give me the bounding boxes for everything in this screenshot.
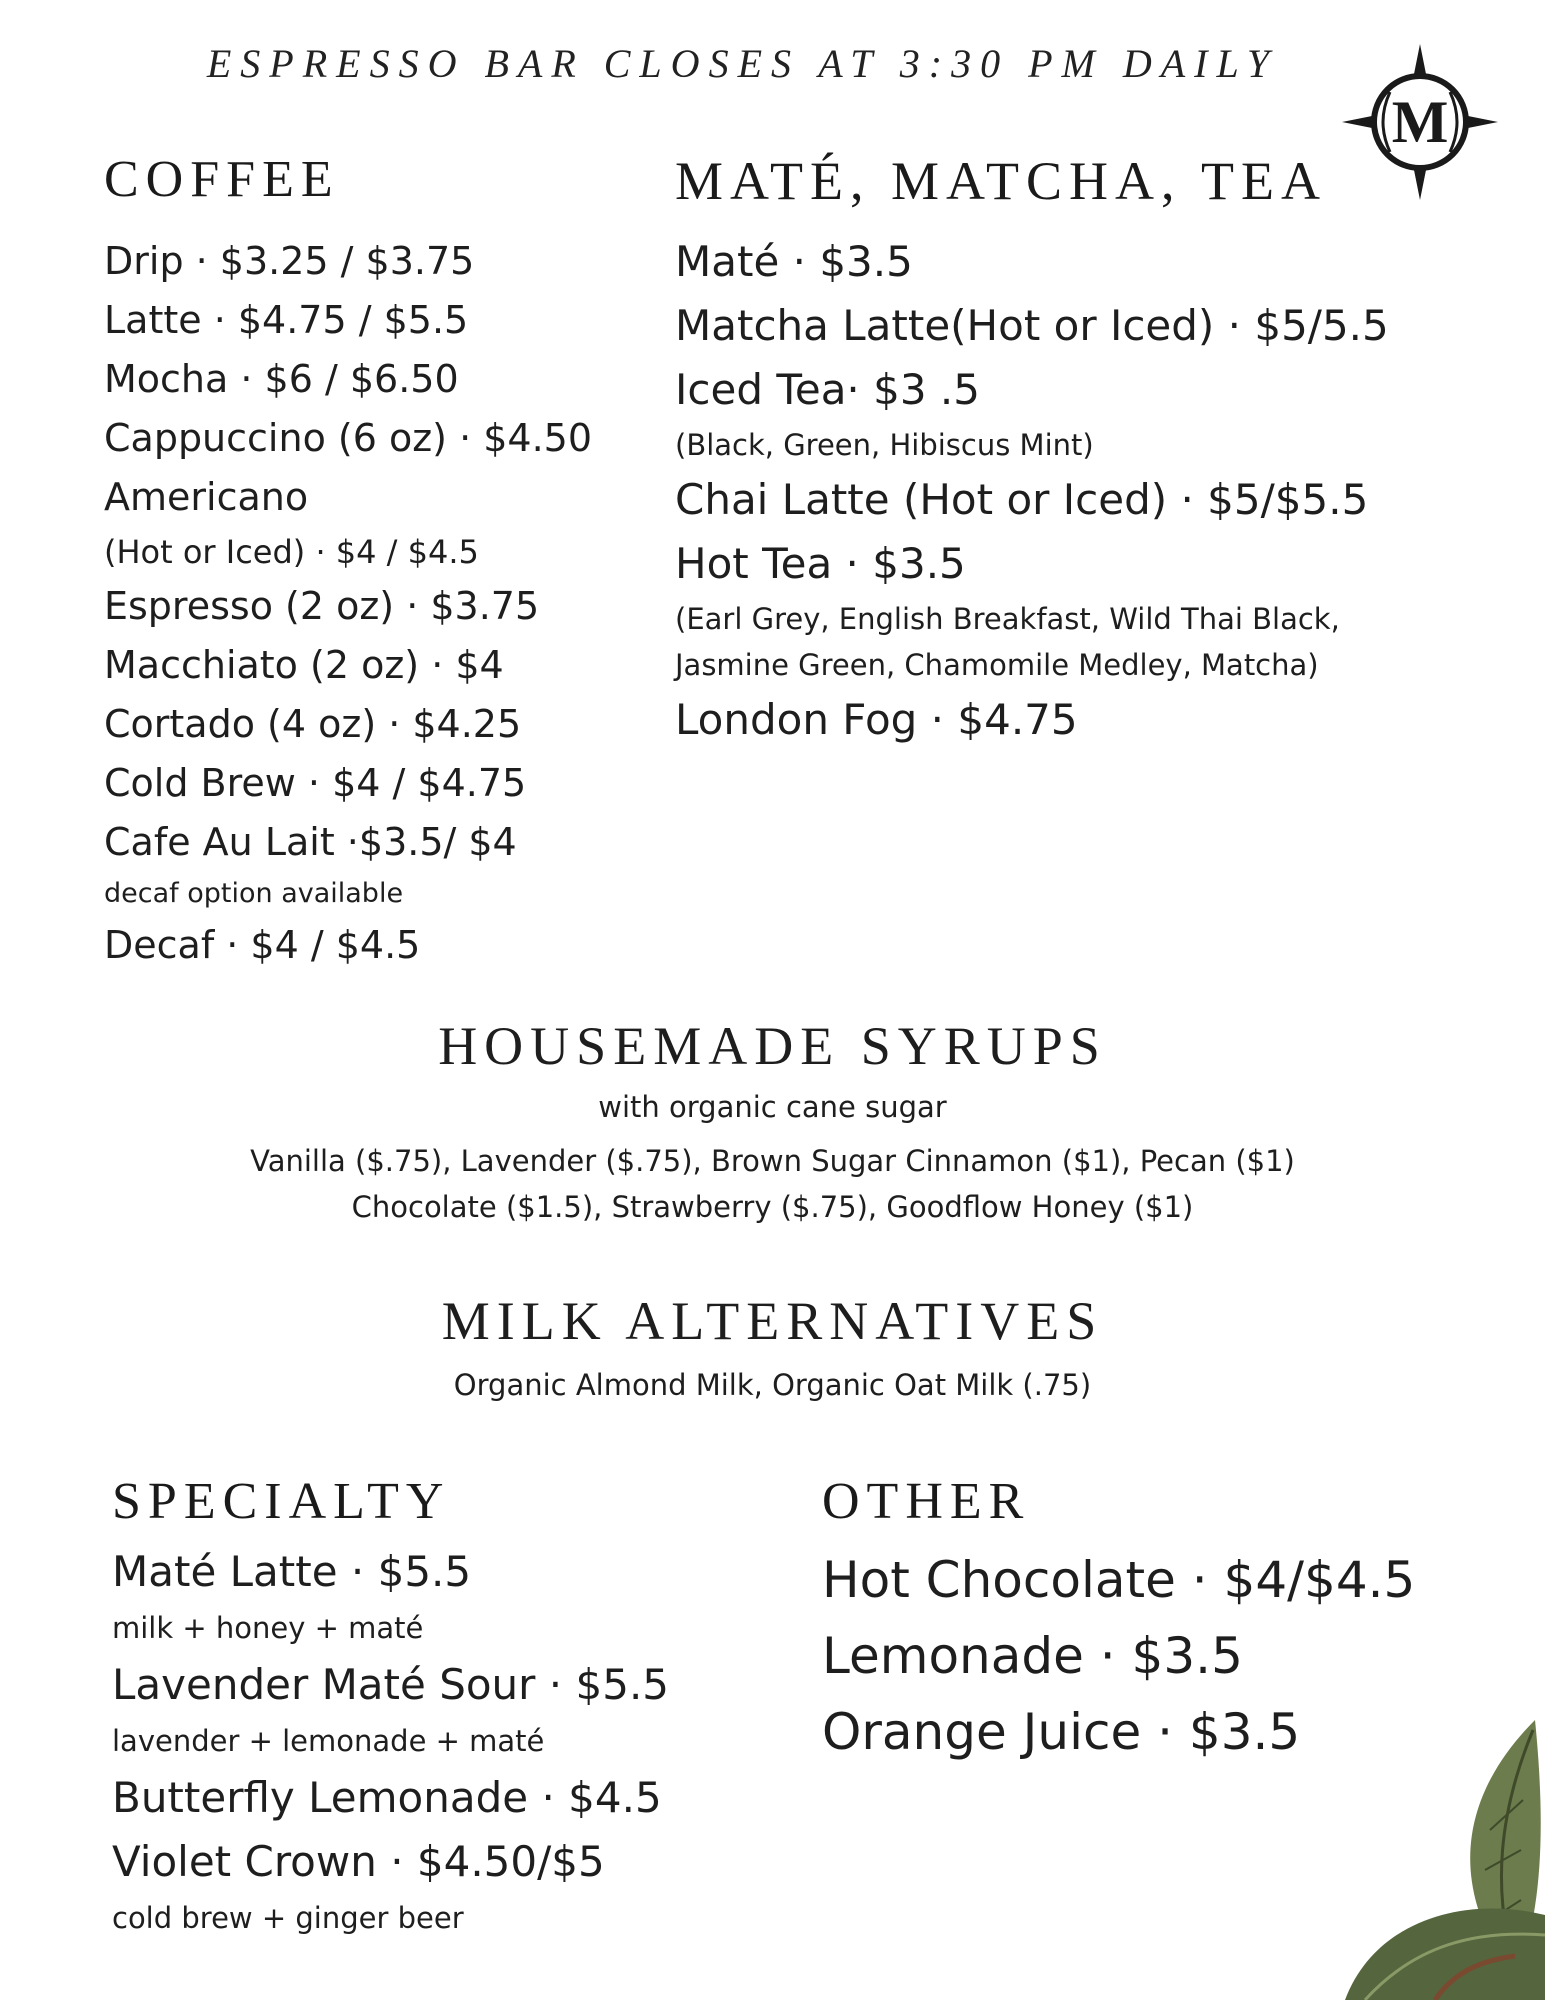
tea-item: Iced Tea· $3 .5 (675, 365, 980, 414)
coffee-item-note: decaf option available (104, 878, 404, 909)
coffee-item: Macchiato (2 oz) · $4 (104, 643, 504, 687)
milk-line: Organic Almond Milk, Organic Oat Milk (.75) (453, 1368, 1092, 1402)
syrups-line-2: Chocolate ($1.5), Strawberry ($.75), Goodflow Honey ($1) (351, 1190, 1194, 1224)
logo-letter: M (1391, 89, 1449, 155)
coffee-item: Americano (104, 475, 309, 519)
tea-item: Chai Latte (Hot or Iced) · $5/$5.5 (675, 475, 1369, 524)
coffee-item: Cortado (4 oz) · $4.25 (104, 702, 522, 746)
milk-heading: MILK ALTERNATIVES (441, 1291, 1104, 1351)
specialty-item-note: cold brew + ginger beer (112, 1901, 464, 1935)
coffee-item: Drip · $3.25 / $3.75 (104, 239, 475, 283)
tea-item-note: (Black, Green, Hibiscus Mint) (675, 428, 1094, 462)
syrups-heading: HOUSEMADE SYRUPS (438, 1016, 1107, 1076)
coffee-heading: COFFEE (104, 151, 340, 208)
specialty-item-note: lavender + lemonade + maté (112, 1724, 545, 1758)
tea-item-note: (Earl Grey, English Breakfast, Wild Thai Black, (675, 602, 1340, 636)
tea-item: Matcha Latte(Hot or Iced) · $5/5.5 (675, 301, 1389, 350)
coffee-item: Cafe Au Lait ·$3.5/ $4 (104, 820, 517, 864)
specialty-item: Maté Latte · $5.5 (112, 1547, 472, 1596)
coffee-list (104, 232, 592, 975)
tea-item-note: Jasmine Green, Chamomile Medley, Matcha) (675, 648, 1319, 682)
tea-heading: MATÉ, MATCHA, TEA (675, 151, 1328, 211)
specialty-item-note: milk + honey + maté (112, 1611, 424, 1645)
closing-notice: ESPRESSO BAR CLOSES AT 3:30 PM DAILY (206, 41, 1279, 86)
compass-logo-icon (1340, 40, 1500, 205)
syrups-subtitle: with organic cane sugar (598, 1090, 947, 1124)
other-item: Hot Chocolate · $4/$4.5 (822, 1551, 1416, 1609)
coffee-item: Latte · $4.75 / $5.5 (104, 298, 469, 342)
other-heading: OTHER (822, 1473, 1031, 1530)
syrups-line-1: Vanilla ($.75), Lavender ($.75), Brown Sugar Cinnamon ($1), Pecan ($1) (250, 1144, 1295, 1178)
specialty-list (112, 1540, 669, 1943)
tea-item: Maté · $3.5 (675, 237, 913, 286)
coffee-item: Decaf · $4 / $4.5 (104, 923, 421, 967)
specialty-item: Violet Crown · $4.50/$5 (112, 1837, 605, 1886)
coffee-item: Mocha · $6 / $6.50 (104, 357, 459, 401)
coffee-item: Cold Brew · $4 / $4.75 (104, 761, 527, 805)
specialty-heading: SPECIALTY (112, 1473, 451, 1530)
tea-list (675, 230, 1389, 752)
specialty-item: Lavender Maté Sour · $5.5 (112, 1660, 670, 1709)
leaf-illustration-icon (1285, 1720, 1545, 2000)
other-item: Lemonade · $3.5 (822, 1627, 1243, 1685)
tea-item: Hot Tea · $3.5 (675, 539, 966, 588)
specialty-item: Butterfly Lemonade · $4.5 (112, 1773, 662, 1822)
coffee-item: (Hot or Iced) · $4 / $4.5 (104, 533, 479, 571)
tea-item: London Fog · $4.75 (675, 695, 1078, 744)
coffee-item: Espresso (2 oz) · $3.75 (104, 584, 540, 628)
coffee-item: Cappuccino (6 oz) · $4.50 (104, 416, 593, 460)
other-item: Orange Juice · $3.5 (822, 1703, 1301, 1761)
